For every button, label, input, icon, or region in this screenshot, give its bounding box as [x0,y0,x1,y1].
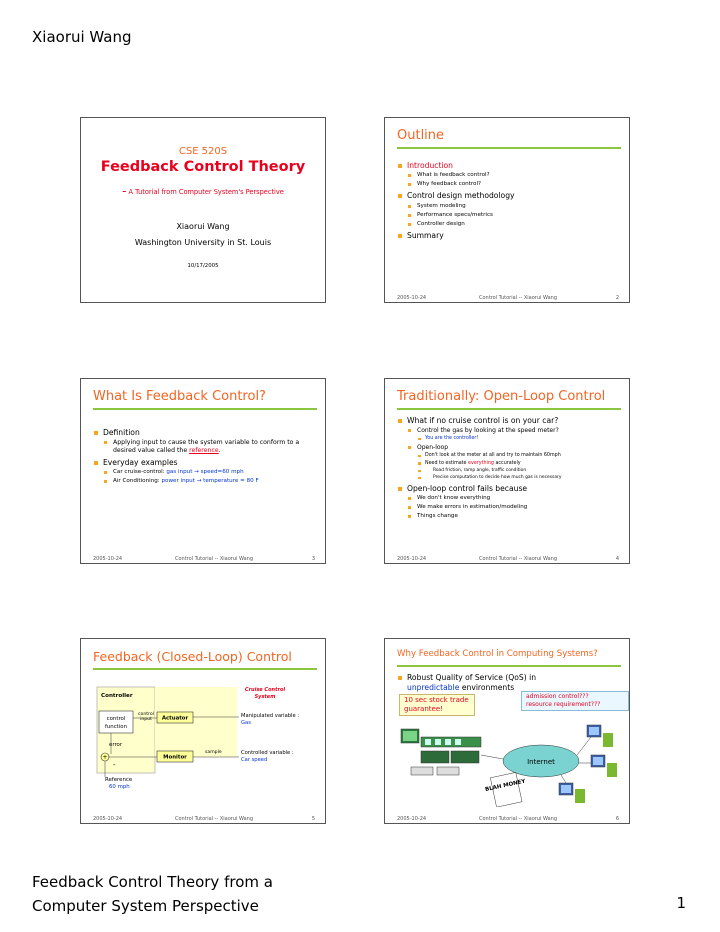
qos-line-1: Robust Quality of Service (QoS) in [407,673,537,682]
slide-1-title [80,117,326,303]
bullet-robust-qos [397,673,536,693]
sample-label: sample [205,750,222,755]
outline-item: Performance specs/metrics [397,212,623,219]
monitor-label: Monitor [163,754,187,761]
slide-title: Traditionally: Open-Loop Control [397,389,606,404]
title-rule [397,147,621,149]
actuator-label: Actuator [161,715,189,722]
bullet-estimate [397,461,623,467]
qos-line-2 [407,683,536,693]
link-line-left [481,755,503,759]
page-footer [32,870,273,918]
outline-item: What is feedback control? [397,172,623,179]
footer-date: 2005-10-24 [397,556,427,562]
callout-admission [521,691,629,711]
qos-environments: environments [459,682,515,692]
slide-title: What Is Feedback Control? [93,389,266,404]
link-line-1 [577,737,591,755]
subtitle-text: A Tutorial from Computer System's Perspective [128,188,284,196]
manipulated-label: Manipulated variable : [241,713,300,719]
bullet-fails: Open-loop control fails because [397,484,623,493]
footer-credit: Control Tutorial -- Xiaorui Wang [175,556,254,562]
slide-number: 4 [615,556,619,562]
footer-date: 2005-10-24 [93,816,123,822]
bullet-things-change: Things change [397,513,623,520]
network-illustration [391,719,625,807]
footer-line-1: Feedback Control Theory from a [32,873,273,891]
controller-label: Controller [101,693,133,699]
controlled-label: Controlled variable : [241,750,294,756]
bullet-list [93,425,319,485]
callout-b-line-2: resource requirement??? [526,700,601,708]
bullet-road-friction: Road friction, ramp angle, traffic condition [397,468,623,474]
title-rule [397,408,621,410]
slide-title: Why Feedback Control in Computing Systems? [397,649,598,659]
closed-loop-diagram [91,679,321,784]
you-controller-text: You are the controller! [425,436,479,442]
slide-number: 2 [615,295,619,301]
bullet-dont-look: Don't look at the meter at all and try to maintain 60mph [397,453,623,459]
estimate-a: Need to estimate [425,460,469,466]
slide-3-what-is-feedback [80,378,326,564]
bullet-you-controller [397,436,623,442]
presentation-subtitle: - A Tutorial from Computer System's Perspective [122,184,284,198]
title-rule [93,408,317,410]
bullet-question: What if no cruise control is on your car? [397,416,623,425]
ex2-label: Air Conditioning: [113,478,162,485]
bullet-dont-know: We don't know everything [397,495,623,502]
system-label-1: Cruise Control [244,687,286,693]
title-rule [93,668,317,670]
control-function-1: control [106,716,126,722]
slide-4-open-loop [384,378,630,564]
system-label-2: System [254,694,276,700]
course-code: CSE 520S [178,146,228,157]
reference-label [105,777,132,792]
author-name: Xiaorui Wang [176,222,230,231]
error-label: error [109,742,123,748]
bullet-precise-computation: Precise computation to decide how much gas is necessary [397,475,623,481]
link-line-3 [561,775,566,783]
footer-credit: Control Tutorial -- Xiaorui Wang [479,556,558,562]
def-text: Applying input to cause the system variable to conform to a desired value called the [113,439,300,455]
slide-6-why-feedback [384,638,630,824]
server-cluster-icon [401,729,481,775]
presentation-title: Feedback Control Theory [100,159,306,175]
outline-item: Why feedback control? [397,181,623,188]
bullet-speed-meter: Control the gas by looking at the speed meter? [397,427,623,435]
footer-line-2: Computer System Perspective [32,897,259,915]
internet-label: Internet [527,758,555,766]
footer-date: 2005-10-24 [397,295,427,301]
bullet-errors: We make errors in estimation/modeling [397,504,623,511]
ex1-label: Car cruise-control: [113,469,167,476]
footer-credit: Control Tutorial -- Xiaorui Wang [175,816,254,822]
bullet-examples: Everyday examples [93,458,319,467]
outline-list [397,158,623,240]
bullet-open-loop: Open-loop [397,444,623,452]
def-period: . [218,447,221,455]
estimate-everything: everything [468,460,494,466]
callout-a-line-2: guarantee! [404,705,443,714]
qos-unpredictable: unpredictable [407,682,460,692]
control-input-2: input [140,717,152,722]
bullet-definition: Definition [93,428,319,437]
slide-title: Outline [397,128,445,143]
bullet-list [397,413,623,520]
footer-credit: Control Tutorial -- Xiaorui Wang [479,295,558,301]
sum-minus: - [113,761,116,769]
slide-title: Feedback (Closed-Loop) Control [93,649,292,664]
slide-number: 6 [615,816,619,822]
controlled-value: Car speed [241,757,268,763]
outline-item: Controller design [397,221,623,228]
outline-item: Introduction [397,161,623,170]
page-number: 1 [676,894,686,912]
callout-b-line-1: admission control??? [526,693,589,700]
bullet-example-ac [93,478,319,485]
control-input-1: control [138,712,154,717]
estimate-c: accurately [493,460,521,466]
ex1-value: gas input → speed=60 mph [166,469,244,476]
user-terminal-icon-3 [559,783,585,803]
callout-stock-trade [399,694,475,716]
control-function-2: function [104,724,128,730]
user-terminal-icon-1 [587,725,613,747]
bullet-definition-text [93,439,319,455]
outline-item: System modeling [397,203,623,210]
slide-2-outline [384,117,630,303]
page-header: Xiaorui Wang [32,28,132,46]
slide-5-closed-loop [80,638,326,824]
bullet-example-cruise [93,469,319,476]
callout-a-line-1: 10 sec stock trade [404,696,469,704]
presentation-date: 10/17/2005 [187,263,219,269]
reference-text: Reference [105,777,133,783]
def-reference: reference [189,447,219,455]
outline-item: Control design methodology [397,191,623,200]
title-rule [397,665,621,667]
ex2-value: power input → temperature = 80 F [161,478,259,485]
manipulated-value: Gas [241,720,251,726]
money-paper-icon [483,771,530,807]
sum-plus: + [102,754,108,761]
user-terminal-icon-2 [591,755,617,777]
footer-credit: Control Tutorial -- Xiaorui Wang [479,816,558,822]
slide-number: 3 [311,556,315,562]
outline-item: Summary [397,231,623,240]
institution: Washington University in St. Louis [134,238,272,247]
reference-value: 60 mph [109,784,130,791]
slide-number: 5 [311,816,315,822]
paper-text: BLAH MONEY [484,778,527,794]
footer-date: 2005-10-24 [93,556,123,562]
footer-date: 2005-10-24 [397,816,427,822]
